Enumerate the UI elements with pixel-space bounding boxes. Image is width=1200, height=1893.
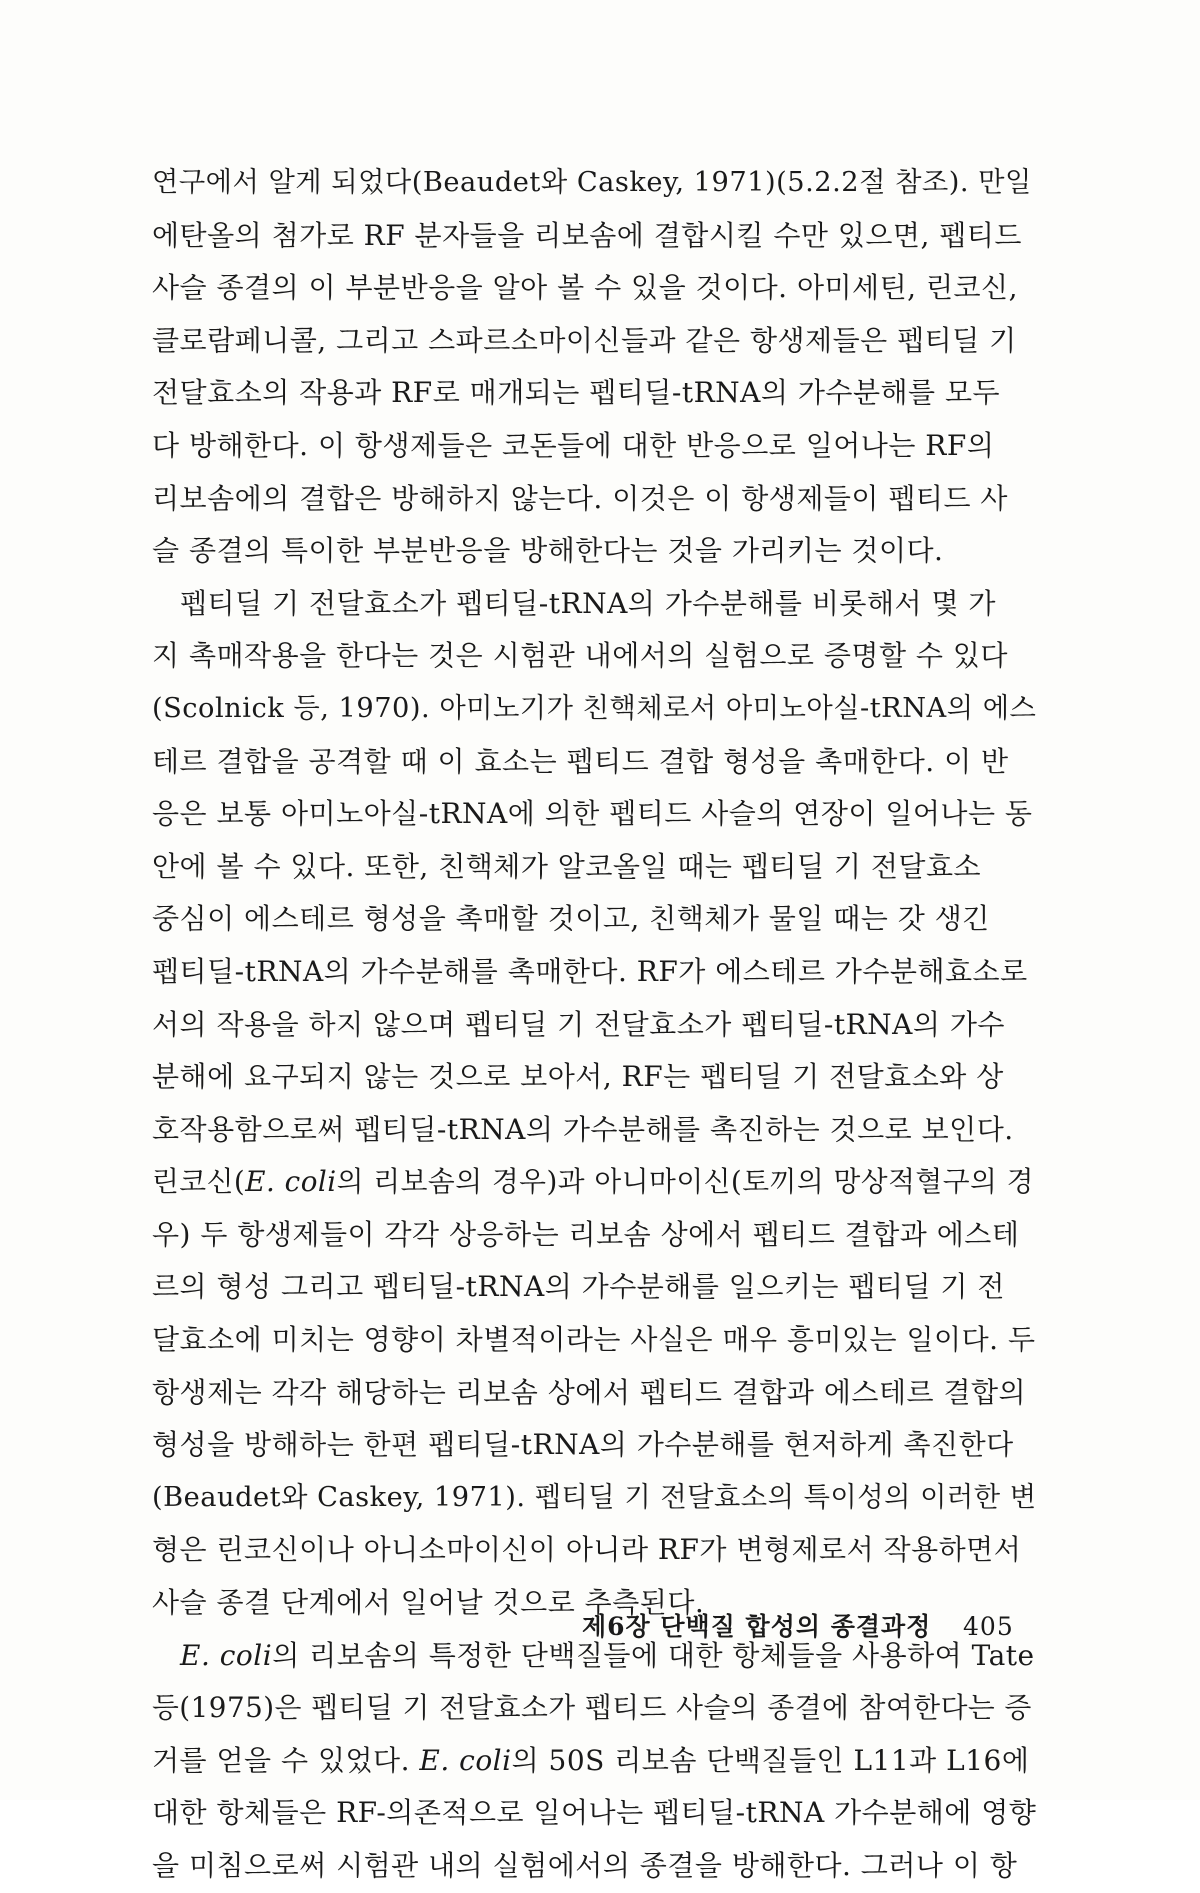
text-line: 르의 형성 그리고 펩티딜-tRNA의 가수분해를 일으키는 펩티딜 기 전 [152,1270,1005,1304]
text-line: 사슬 종결의 이 부분반응을 알아 볼 수 있을 것이다. 아미세틴, 린코신, [152,271,1019,305]
text-line: 다 방해한다. 이 항생제들은 코돈들에 대한 반응으로 일어나는 RF의 [152,428,995,462]
text-line: 펩티딜-tRNA의 가수분해를 촉매한다. RF가 에스테르 가수분해효소로 [152,954,1028,988]
text-line: 사슬 종결 단계에서 일어날 것으로 추측된다. [152,1586,705,1620]
text-line: 형성을 방해하는 한편 펩티딜-tRNA의 가수분해를 현저하게 촉진한다 [152,1428,1014,1462]
paragraph [152,1630,1037,1893]
text-line: 에탄올의 첨가로 RF 분자들을 리보솜에 결합시킬 수만 있으면, 펩티드 [152,218,1022,252]
text-line: 을 미침으로써 시험관 내의 실험에서의 종결을 방해한다. 그러나 이 항 [152,1849,1018,1882]
text-line: 호작용함으로써 펩티딜-tRNA의 가수분해를 촉진하는 것으로 보인다. [152,1112,1014,1146]
text-line: 항생제는 각각 해당하는 리보솜 상에서 펩티드 결합과 에스테르 결합의 [152,1375,1027,1409]
paragraph [152,578,1037,1630]
text-line: 안에 볼 수 있다. 또한, 친핵체가 알코올일 때는 펩티딜 기 전달효소 [152,849,982,883]
text-line: 등(1975)은 펩티딜 기 전달효소가 펩티드 사슬의 종결에 참여한다는 증 [152,1691,1032,1725]
text-line: 대한 항체들은 RF-의존적으로 일어나는 펩티딜-tRNA 가수분해에 영향 [152,1796,1037,1830]
text-line: 달효소에 미치는 영향이 차별적이라는 사실은 매우 흥미있는 일이다. 두 [152,1323,1036,1357]
running-footer [582,1607,1014,1643]
text-line: 전달효소의 작용과 RF로 매개되는 펩티딜-tRNA의 가수분해를 모두 [152,376,1001,410]
text-line: 린코신(E. coli의 리보솜의 경우)과 아니마이신(토끼의 망상적혈구의 경 [152,1165,1034,1199]
page-number: 405 [963,1612,1014,1641]
text-line: 분해에 요구되지 않는 것으로 보아서, RF는 펩티딜 기 전달효소와 상 [152,1060,1004,1094]
text-line: 연구에서 알게 되었다(Beaudet와 Caskey, 1971)(5.2.2절 참조). 만일 [152,167,1032,198]
text-line: 서의 작용을 하지 않으며 펩티딜 기 전달효소가 펩티딜-tRNA의 가수 [152,1007,1005,1041]
chapter-title: 제6장 단백질 합성의 종결과정 [582,1612,932,1641]
text-line: 슬 종결의 특이한 부분반응을 방해한다는 것을 가리키는 것이다. [152,534,944,568]
text-line: (Scolnick 등, 1970). 아미노기가 친핵체로서 아미노아실-tRNA의 에스 [152,692,1037,724]
text-line: 지 촉매작용을 한다는 것은 시험관 내에서의 실험으로 증명할 수 있다 [152,639,1008,673]
text-line: 응은 보통 아미노아실-tRNA에 의한 펩티드 사슬의 연장이 일어나는 동 [152,797,1033,831]
paragraph [152,157,1037,578]
text-line: 펩티딜 기 전달효소가 펩티딜-tRNA의 가수분해를 비롯해서 몇 가 [180,586,996,620]
text-line: E. coli의 리보솜의 특정한 단백질들에 대한 항체들을 사용하여 Tate [180,1638,1035,1672]
text-line: 테르 결합을 공격할 때 이 효소는 펩티드 결합 형성을 촉매한다. 이 반 [152,744,1009,778]
text-line: 리보솜에의 결합은 방해하지 않는다. 이것은 이 항생제들이 펩티드 사 [152,481,1008,515]
text-line: 우) 두 항생제들이 각각 상응하는 리보솜 상에서 펩티드 결합과 에스테 [152,1217,1020,1251]
text-line: 형은 린코신이나 아니소마이신이 아니라 RF가 변형제로서 작용하면서 [152,1533,1022,1567]
text-line: 클로람페니콜, 그리고 스파르소마이신들과 같은 항생제들은 펩티딜 기 [152,323,1017,357]
text-line: (Beaudet와 Caskey, 1971). 펩티딜 기 전달효소의 특이성의 이러한 변 [152,1481,1037,1513]
text-line: 거를 얻을 수 있었다. E. coli의 50S 리보솜 단백질들인 L11과 L16에 [152,1743,1030,1777]
text-line: 중심이 에스테르 형성을 촉매할 것이고, 친핵체가 물일 때는 갓 생긴 [152,902,990,936]
